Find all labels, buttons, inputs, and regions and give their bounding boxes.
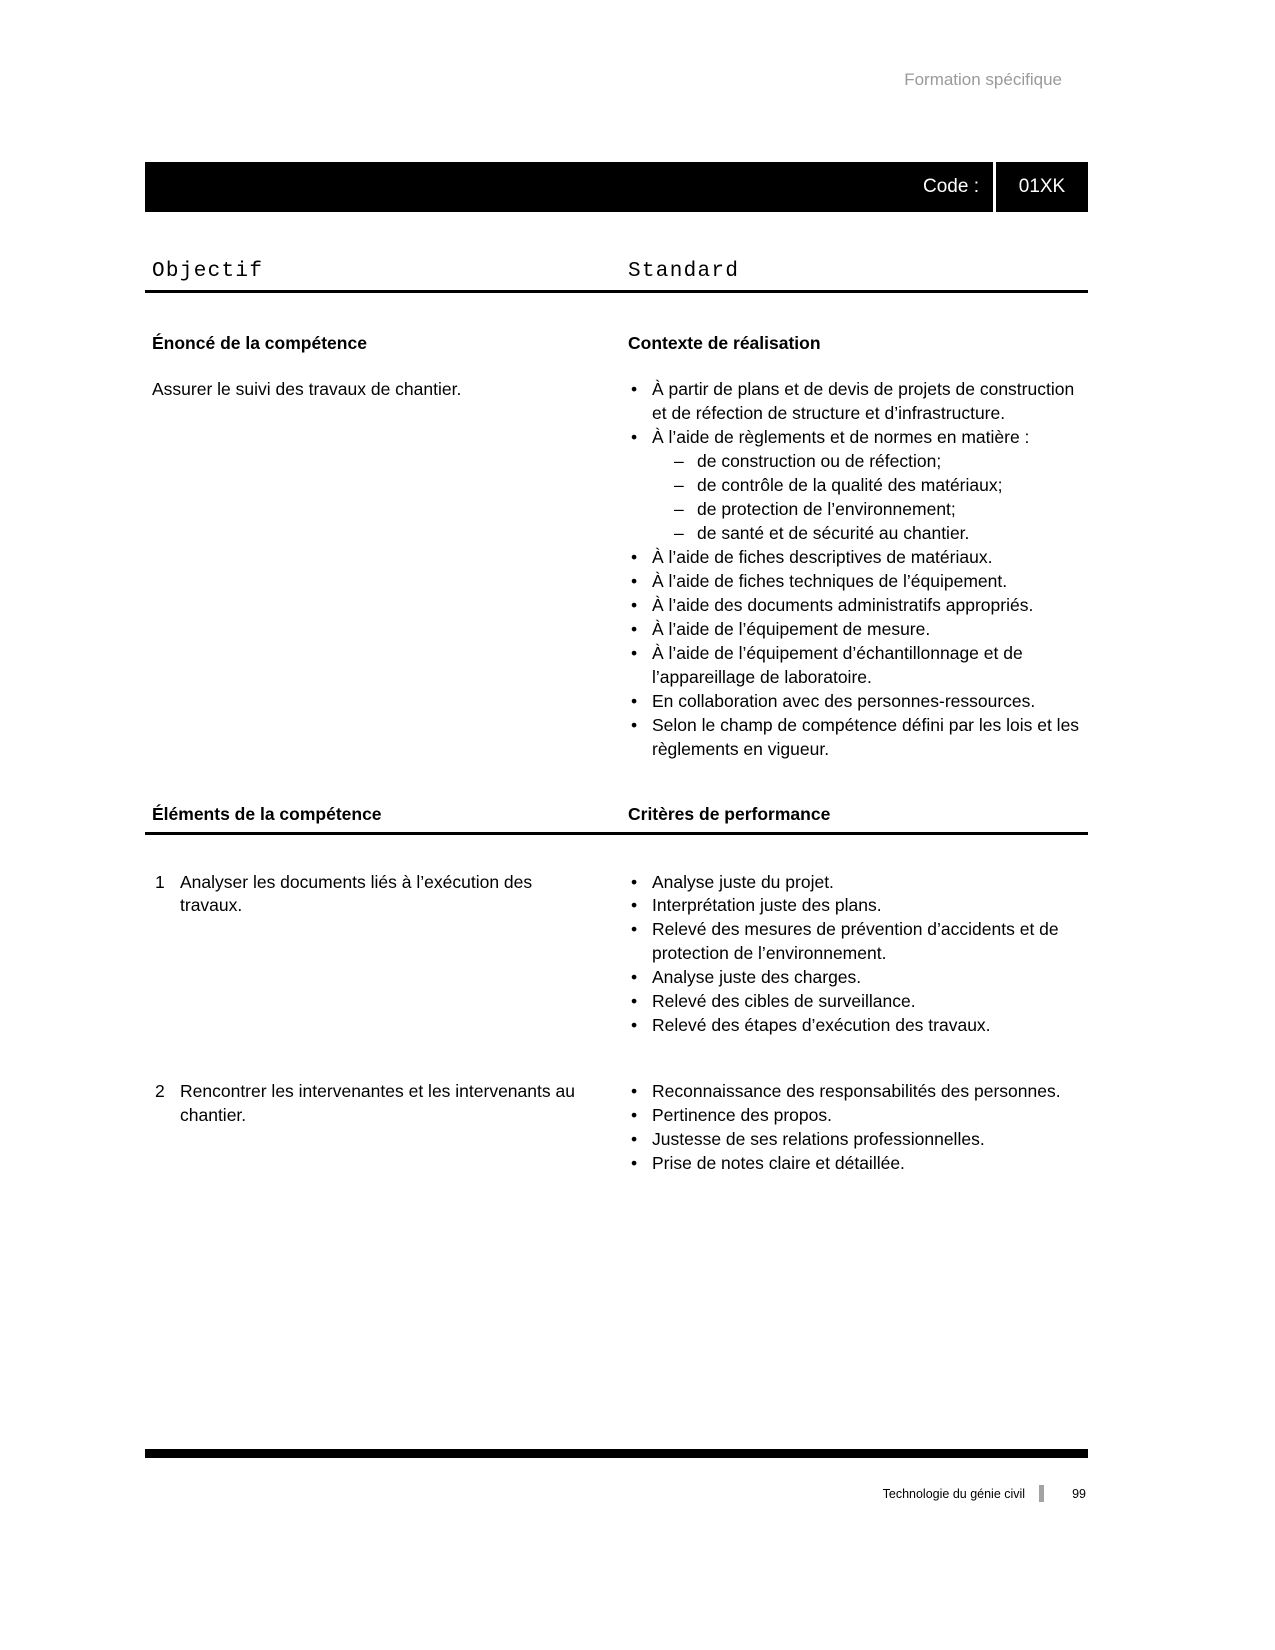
criterion-text: • Reconnaissance des responsabilités des personnes. xyxy=(652,1081,1061,1102)
context-bullet-list xyxy=(628,378,1088,762)
context-bullet xyxy=(628,378,1088,426)
criteria-cell xyxy=(628,1080,1088,1176)
criterion xyxy=(628,1104,1088,1128)
page-content xyxy=(145,0,1088,1176)
column-headers xyxy=(145,260,1088,283)
context-bullet xyxy=(628,714,1088,762)
code-bar xyxy=(145,162,1088,212)
criterion xyxy=(628,966,1088,990)
criterion xyxy=(628,894,1088,918)
context-bullet-text: • À l’aide de fiches descriptives de matériaux. xyxy=(652,546,993,567)
context-bullet xyxy=(628,570,1088,594)
competence-section xyxy=(145,333,1088,762)
footer xyxy=(145,1485,1088,1502)
enonce-column xyxy=(145,333,628,762)
context-bullet-text: • À l’aide de l’équipement d’échantillonnage et de l’appareillage de laboratoire. xyxy=(652,642,1023,687)
criterion-text: • Prise de notes claire et détaillée. xyxy=(652,1153,905,1174)
context-bullet-text: • À l’aide de fiches techniques de l’équipement. xyxy=(652,570,1008,591)
context-bullet xyxy=(628,546,1088,570)
element-cell xyxy=(145,1080,628,1176)
code-value: 01XK xyxy=(1018,176,1066,197)
context-bullet xyxy=(628,426,1088,546)
context-dash-item: – de protection de l’environnement; xyxy=(674,498,1088,522)
elements-heading: Éléments de la compétence xyxy=(152,803,382,824)
criteria-cell xyxy=(628,871,1088,1039)
competence-statement: Assurer le suivi des travaux de chantier. xyxy=(152,379,462,399)
criterion-text: • Interprétation juste des plans. xyxy=(652,895,882,916)
context-bullet xyxy=(628,642,1088,690)
criterion-text: • Analyse juste du projet. xyxy=(652,871,834,892)
criterion-text: • Relevé des étapes d’exécution des travaux. xyxy=(652,1015,991,1036)
element-number: 2 xyxy=(155,1081,165,1102)
criterion xyxy=(628,1152,1088,1176)
code-label: Code : xyxy=(923,176,979,197)
context-dash-item: – de construction ou de réfection; xyxy=(674,450,1088,474)
standard-column-header: Standard xyxy=(628,260,740,283)
criterion xyxy=(628,1014,1088,1038)
footer-divider xyxy=(1039,1485,1044,1502)
criterion xyxy=(628,1128,1088,1152)
elements-rule xyxy=(145,832,1088,835)
context-bullet-text: • Selon le champ de compétence défini par les lois et les règlements en vigueur. xyxy=(652,714,1080,759)
context-bullet xyxy=(628,618,1088,642)
footer-program-title: Technologie du génie civil xyxy=(882,1486,1026,1501)
context-bullet-text: • À partir de plans et de devis de projets de construction et de réfection de structure et d’infrastructure. xyxy=(652,379,1075,423)
competency-row xyxy=(145,1080,1088,1176)
element-text: Analyser les documents liés à l’exécution des travaux. xyxy=(180,871,533,916)
context-dash-item: – de contrôle de la qualité des matériaux; xyxy=(674,474,1088,498)
element-number: 1 xyxy=(155,871,165,892)
criterion xyxy=(628,1080,1088,1104)
element-text: Rencontrer les intervenantes et les intervenants au chantier. xyxy=(180,1081,575,1126)
criterion-text: • Analyse juste des charges. xyxy=(652,967,862,988)
objectif-column-header: Objectif xyxy=(152,260,264,283)
context-bullet-text: • À l’aide de règlements et de normes en matière : xyxy=(652,426,1030,447)
contexte-heading: Contexte de réalisation xyxy=(628,333,821,353)
criterion-text: • Relevé des cibles de surveillance. xyxy=(652,991,916,1012)
criteres-heading: Critères de performance xyxy=(628,803,831,824)
footer-bar xyxy=(145,1449,1088,1458)
enonce-heading: Énoncé de la compétence xyxy=(152,333,367,353)
elements-headers xyxy=(145,804,1088,825)
context-dash-item: – de santé et de sécurité au chantier. xyxy=(674,522,1088,546)
criterion-list xyxy=(628,1080,1088,1176)
context-bullet xyxy=(628,594,1088,618)
page-number: 99 xyxy=(1072,1486,1086,1501)
criterion xyxy=(628,918,1088,966)
context-bullet-text: • À l’aide de l’équipement de mesure. xyxy=(652,618,931,639)
contexte-list-slot xyxy=(628,378,1088,762)
context-bullet-text: • À l’aide des documents administratifs appropriés. xyxy=(652,594,1034,615)
criterion-text: • Relevé des mesures de prévention d’accidents et de protection de l’environnement. xyxy=(652,919,1059,964)
competency-row xyxy=(145,871,1088,1039)
criterion-text: • Justesse de ses relations professionnelles. xyxy=(652,1129,985,1150)
header-rule xyxy=(145,290,1088,293)
criterion-list xyxy=(628,871,1088,1039)
context-bullet-text: • En collaboration avec des personnes-ressources. xyxy=(652,690,1036,711)
element-cell xyxy=(145,871,628,1039)
criterion xyxy=(628,871,1088,895)
running-header: Formation spécifique xyxy=(904,70,1062,89)
criterion-text: • Pertinence des propos. xyxy=(652,1105,832,1126)
criterion xyxy=(628,990,1088,1014)
context-bullet xyxy=(628,690,1088,714)
contexte-column xyxy=(628,333,1088,762)
element-rows xyxy=(145,871,1088,1177)
